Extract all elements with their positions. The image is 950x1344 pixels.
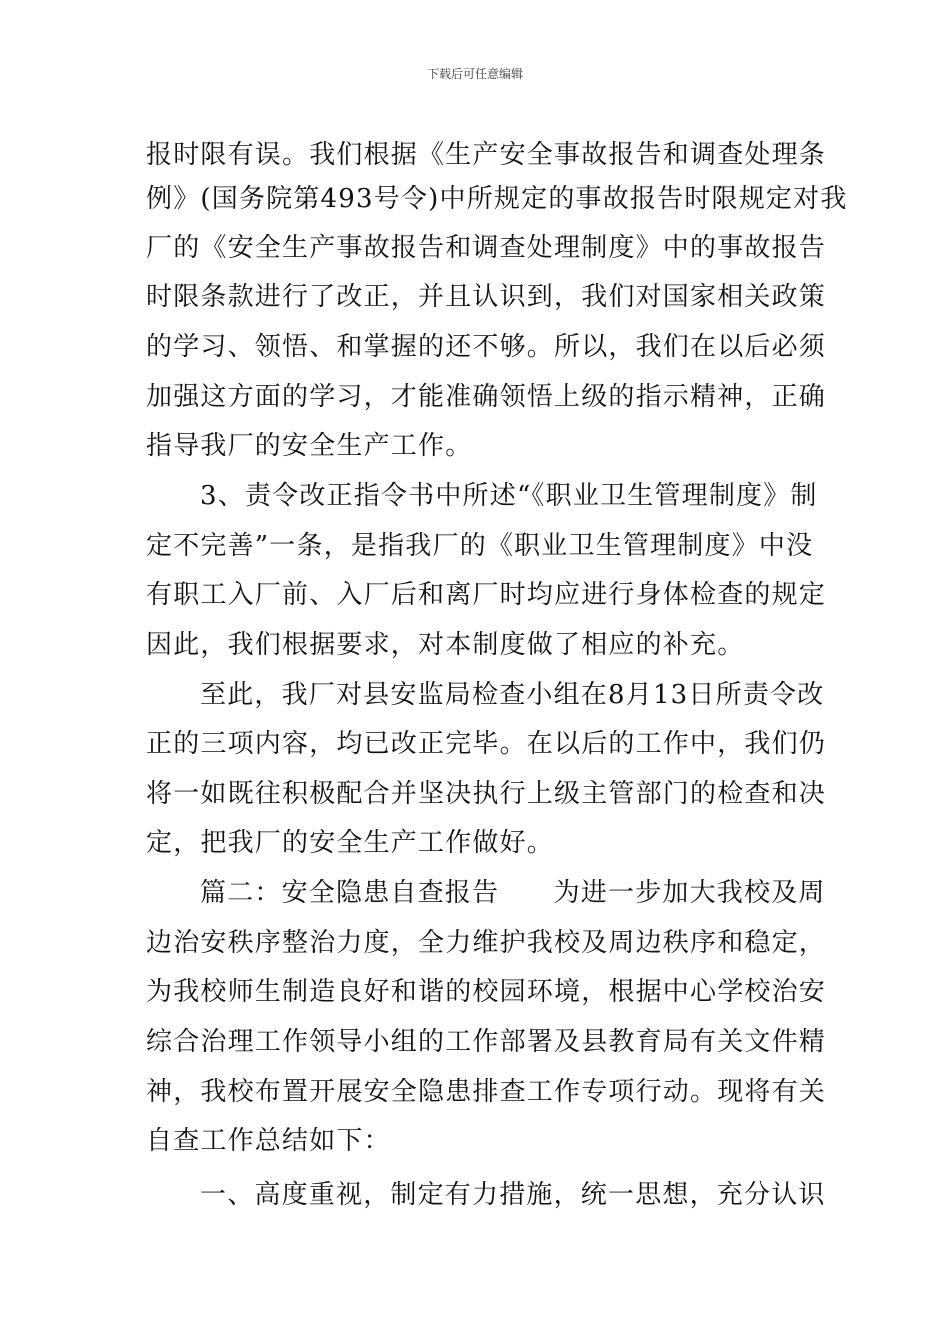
text-line: 厂的《安全生产事故报告和调查处理制度》中的事故报告 [146, 233, 827, 263]
text-line: 综合治理工作领导小组的工作部署及县教育局有关文件精 [146, 1027, 827, 1057]
text-line: 将一如既往积极配合并坚决执行上级主管部门的检查和决 [146, 779, 827, 809]
text-line: 时限条款进行了改正，并且认识到，我们对国家相关政策 [146, 282, 827, 312]
text-line: 神，我校布置开展安全隐患排查工作专项行动。现将有关 [146, 1077, 827, 1107]
text-line: 定不完善”一条，是指我厂的《职业卫生管理制度》中没 [146, 531, 814, 561]
text-line: 加强这方面的学习，才能准确领悟上级的指示精神，正确 [146, 382, 827, 412]
text-line: 至此，我厂对县安监局检查小组在8月13日所责令改 [200, 680, 825, 710]
text-line: 因此，我们根据要求，对本制度做了相应的补充。 [146, 630, 745, 660]
page-header: 下载后可任意编辑 [426, 67, 523, 81]
text-line: 3、责令改正指令书中所述“《职业卫生管理制度》制 [200, 481, 818, 511]
text-line: 例》(国务院第493号令)中所规定的事故报告时限规定对我 [146, 184, 848, 214]
text-line: 指导我厂的安全生产工作。 [146, 431, 473, 461]
text-line: 有职工入厂前、入厂后和离厂时均应进行身体检查的规定 [146, 580, 827, 610]
text-line: 定，把我厂的安全生产工作做好。 [146, 828, 555, 858]
text-line: 边治安秩序整治力度，全力维护我校及周边秩序和稳定， [146, 928, 827, 958]
text-line: 自查工作总结如下： [146, 1126, 391, 1156]
text-line: 报时限有误。我们根据《生产安全事故报告和调查处理条 [146, 140, 827, 170]
text-line: 正的三项内容，均已改正完毕。在以后的工作中，我们仍 [146, 729, 827, 759]
text-line: 篇二：安全隐患自查报告 为进一步加大我校及周 [200, 878, 826, 908]
text-line: 为我校师生制造良好和谐的校园环境，根据中心学校治安 [146, 977, 827, 1007]
text-line: 的学习、领悟、和掌握的还不够。所以，我们在以后必须 [146, 332, 827, 362]
text-line: 一、高度重视，制定有力措施，统一思想，充分认识 [200, 1180, 826, 1210]
